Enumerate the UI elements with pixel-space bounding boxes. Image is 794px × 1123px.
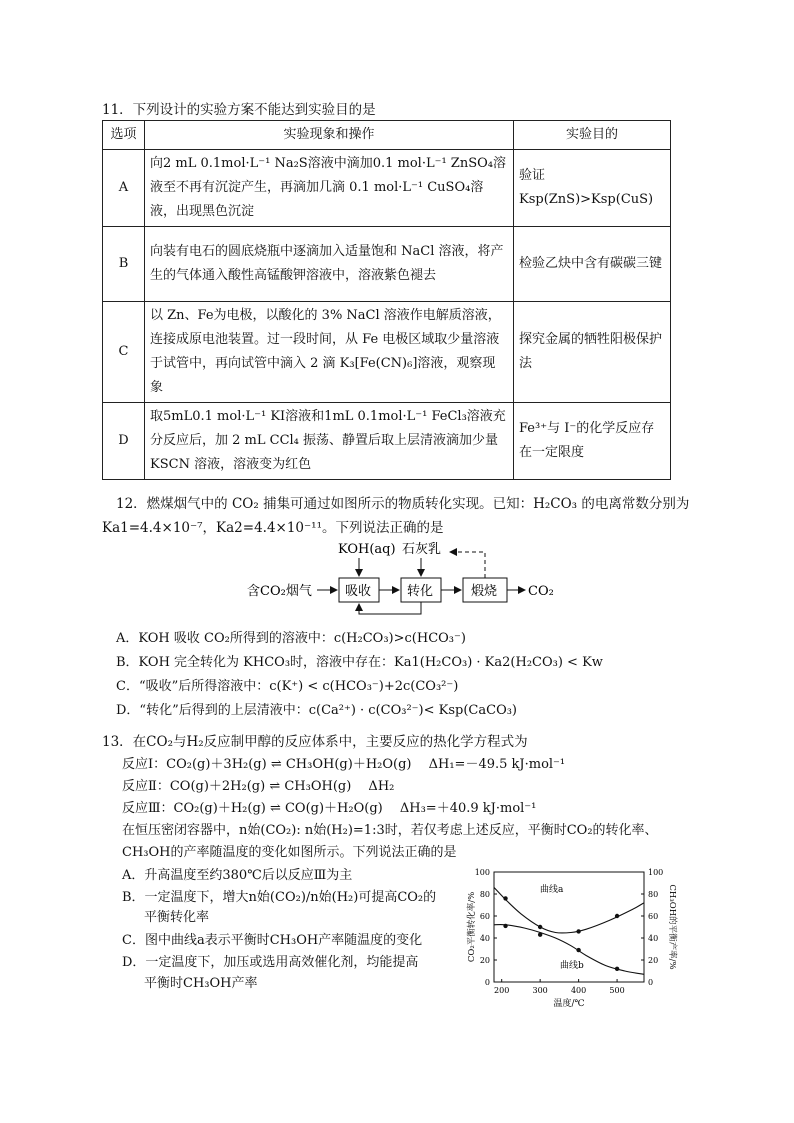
- y-tick-label-left: 100: [474, 868, 490, 877]
- row-goal: 验证 Ksp(ZnS)>Ksp(CuS): [514, 150, 671, 227]
- data-point-a: [576, 929, 580, 933]
- table-row: [103, 403, 671, 480]
- flue-gas-label: 含CO₂烟气: [247, 584, 312, 599]
- q13-option-d-line1: D．一定温度下，加压或选用高效催化剂，均能提高: [122, 955, 419, 970]
- col-header-option: 选项: [103, 121, 145, 150]
- x-tick-label: 400: [570, 986, 587, 995]
- data-point-a: [538, 925, 542, 929]
- data-point-b: [503, 924, 507, 928]
- y-tick-label-right: 20: [648, 956, 659, 965]
- absorb-label: 吸收: [345, 584, 372, 599]
- reaction-2: 反应Ⅱ：CO(g)＋2H₂(g) ⇌ CH₃OH(g) ΔH₂: [122, 779, 395, 794]
- q13-title: 13．在CO₂与H₂反应制甲醇的反应体系中，主要反应的热化学方程式为: [102, 734, 528, 750]
- row-operation: 向装有电石的圆底烧瓶中逐滴加入适量饱和 NaCl 溶液，将产生的气体通入酸性高锰酸钾溶液中，溶液紫色褪去: [145, 227, 514, 302]
- q13-option-c: C．图中曲线a表示平衡时CH₃OH产率随温度的变化: [122, 933, 423, 948]
- convert-label: 转化: [407, 584, 434, 599]
- data-point-b: [576, 948, 580, 952]
- q12-option-a: A．KOH 吸收 CO₂所得到的溶液中：c(H₂CO₃)>c(HCO₃⁻): [116, 631, 466, 646]
- col-header-operation: 实验现象和操作: [145, 121, 514, 150]
- row-option: A: [103, 150, 145, 227]
- q13-condition-2: CH₃OH的产率随温度的变化如图所示。下列说法正确的是: [122, 845, 457, 860]
- row-operation: 取5mL0.1 mol·L⁻¹ KI溶液和1mL 0.1mol·L⁻¹ FeCl₃溶液充分反应后，加 2 mL CCl₄ 振荡、静置后取上层清液滴加少量 KSCN 溶液，溶液变为红色: [145, 403, 514, 480]
- q11-title: 11．下列设计的实验方案不能达到实验目的是: [102, 102, 376, 118]
- y-tick-label-right: 0: [648, 978, 654, 987]
- row-goal: 检验乙炔中含有碳碳三键: [514, 227, 671, 302]
- y-tick-label-left: 20: [479, 956, 490, 965]
- return-arrow: [359, 602, 421, 614]
- calcine-label: 煅烧: [471, 584, 498, 599]
- q12-option-d: D．“转化”后得到的上层清液中：c(Ca²⁺) · c(CO₃²⁻)< Ksp(CaCO₃): [116, 703, 518, 718]
- lime-label: 石灰乳: [402, 542, 442, 557]
- co2-output-label: CO₂: [528, 584, 554, 599]
- q13-option-a: A．升高温度至约380℃后以反应Ⅲ为主: [122, 868, 353, 883]
- col-header-goal: 实验目的: [514, 121, 671, 150]
- y-axis-label-left: CO₂平衡转化率/%: [467, 891, 477, 963]
- y-tick-label-right: 80: [648, 890, 659, 899]
- q13-option-b-line1: B．一定温度下，增大n始(CO₂)/n始(H₂)可提高CO₂的: [122, 890, 437, 905]
- y-tick-label-left: 80: [479, 890, 490, 899]
- row-option: B: [103, 227, 145, 302]
- y-tick-label-left: 40: [479, 934, 490, 943]
- data-point-a: [615, 914, 619, 918]
- q12-line2: Ka1=4.4×10⁻⁷，Ka2=4.4×10⁻¹¹。下列说法正确的是: [102, 520, 444, 536]
- y-axis-label-right: CH₃OH的平衡产率/%: [667, 884, 677, 970]
- x-tick-label: 300: [532, 986, 548, 995]
- recycle-dashed-arrow: [450, 552, 485, 578]
- reaction-3: 反应Ⅲ：CO₂(g)＋H₂(g) ⇌ CO(g)＋H₂O(g) ΔH₃=＋40.9 kJ·mol⁻¹: [122, 801, 537, 816]
- row-option: C: [103, 302, 145, 403]
- experiment-table: [102, 120, 671, 480]
- y-tick-label-left: 60: [479, 912, 490, 921]
- y-tick-label-right: 100: [648, 868, 664, 877]
- q13-condition-1: 在恒压密闭容器中，n始(CO₂): n始(H₂)=1:3时，若仅考虑上述反应，平衡时CO₂的转化率、: [122, 823, 658, 838]
- data-point-b: [538, 933, 542, 937]
- data-point-b: [615, 967, 619, 971]
- q12-option-b: B．KOH 完全转化为 KHCO₃时，溶液中存在：Ka1(H₂CO₃) · Ka2(H₂CO₃) < Kw: [116, 655, 603, 670]
- q12-line1: 12．燃煤烟气中的 CO₂ 捕集可通过如图所示的物质转化实现。已知：H₂CO₃ 的电离常数分别为: [116, 496, 690, 512]
- q13-option-b-line2: 平衡转化率: [144, 910, 210, 925]
- x-axis-label: 温度/℃: [553, 999, 585, 1009]
- y-tick-label-left: 0: [484, 978, 490, 987]
- q12-option-c: C．“吸收”后所得溶液中：c(K⁺) < c(HCO₃⁻)+2c(CO₃²⁻): [116, 679, 459, 694]
- series-label-a: 曲线a: [540, 885, 564, 895]
- table-row: [103, 227, 671, 302]
- co2-capture-flowchart: [245, 538, 565, 620]
- koh-label: KOH(aq): [338, 542, 396, 557]
- q13-option-d-line2: 平衡时CH₃OH产率: [144, 976, 258, 991]
- y-tick-label-right: 60: [648, 912, 659, 921]
- table-row: [103, 150, 671, 227]
- y-tick-label-right: 40: [648, 934, 659, 943]
- x-tick-label: 200: [494, 986, 510, 995]
- row-goal: 探究金属的牺牲阳极保护法: [514, 302, 671, 403]
- row-operation: 向2 mL 0.1mol·L⁻¹ Na₂S溶液中滴加0.1 mol·L⁻¹ ZnSO₄溶液至不再有沉淀产生，再滴加几滴 0.1 mol·L⁻¹ CuSO₄溶液，出现黑色沉淀: [145, 150, 514, 227]
- row-option: D: [103, 403, 145, 480]
- x-tick-label: 500: [609, 986, 625, 995]
- reaction-1: 反应Ⅰ：CO₂(g)＋3H₂(g) ⇌ CH₃OH(g)＋H₂O(g) ΔH₁=－49.5 kJ·mol⁻¹: [122, 757, 566, 772]
- row-operation: 以 Zn、Fe为电极，以酸化的 3% NaCl 溶液作电解质溶液，连接成原电池装置。过一段时间，从 Fe 电极区域取少量溶液于试管中，再向试管中滴入 2 滴 K₃[Fe(CN)₆]溶液，观察现象: [145, 302, 514, 403]
- data-point-a: [503, 896, 507, 900]
- table-header-row: [103, 121, 671, 150]
- row-goal: Fe³⁺与 I⁻的化学反应存在一定限度: [514, 403, 671, 480]
- equilibrium-chart: [462, 860, 688, 1020]
- table-row: [103, 302, 671, 403]
- series-label-b: 曲线b: [560, 961, 584, 971]
